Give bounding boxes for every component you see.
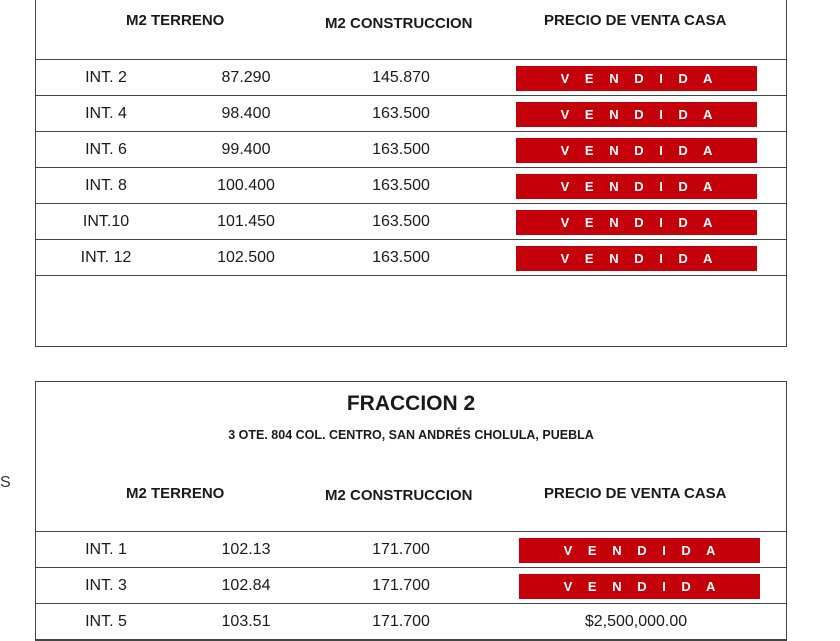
construccion-cell: 171.700 xyxy=(372,613,430,630)
interior-cell: INT. 1 xyxy=(85,541,127,558)
terreno-cell: 101.450 xyxy=(217,213,275,230)
table-row xyxy=(36,131,786,167)
header-m2-construccion: M2 CONSTRUCCION xyxy=(325,15,473,32)
table-row xyxy=(36,167,786,203)
construccion-cell: 163.500 xyxy=(372,105,430,122)
terreno-cell: 102.13 xyxy=(221,541,271,558)
construccion-cell: 163.500 xyxy=(372,177,430,194)
sold-badge: V E N D I D A xyxy=(516,246,757,271)
header-m2-terreno: M2 TERRENO xyxy=(126,485,225,502)
construccion-cell: 163.500 xyxy=(372,249,430,266)
table-row xyxy=(36,239,786,276)
terreno-cell: 98.400 xyxy=(221,105,271,122)
sold-badge: V E N D I D A xyxy=(516,138,757,163)
fraccion-2-title: FRACCION 2 xyxy=(346,392,476,415)
table-row xyxy=(36,95,786,131)
terreno-cell: 100.400 xyxy=(217,177,275,194)
sold-badge: V E N D I D A xyxy=(519,574,760,599)
price-cell: $2,500,000.00 xyxy=(584,613,688,630)
construccion-cell: 163.500 xyxy=(372,213,430,230)
table-row xyxy=(36,59,786,95)
header-precio-venta: PRECIO DE VENTA CASA xyxy=(544,485,727,502)
table-row xyxy=(36,567,786,603)
sold-badge: V E N D I D A xyxy=(519,538,760,563)
interior-cell: INT. 4 xyxy=(85,105,127,122)
header-m2-construccion: M2 CONSTRUCCION xyxy=(325,487,473,504)
fraccion-1-table xyxy=(35,0,787,347)
sold-badge: V E N D I D A xyxy=(516,66,757,91)
interior-cell: INT.10 xyxy=(82,213,130,230)
interior-cell: INT. 8 xyxy=(85,177,127,194)
sold-badge: V E N D I D A xyxy=(516,210,757,235)
terreno-cell: 103.51 xyxy=(221,613,271,630)
interior-cell: INT. 12 xyxy=(80,249,132,266)
construccion-cell: 171.700 xyxy=(372,577,430,594)
interior-cell: INT. 2 xyxy=(85,69,127,86)
terreno-cell: 87.290 xyxy=(221,69,271,86)
header-m2-terreno: M2 TERRENO xyxy=(126,12,225,29)
interior-cell: INT. 6 xyxy=(85,141,127,158)
header-precio-venta: PRECIO DE VENTA CASA xyxy=(544,12,727,29)
table-row xyxy=(36,603,786,640)
table-row xyxy=(36,203,786,239)
interior-cell: INT. 3 xyxy=(85,577,127,594)
sold-badge: V E N D I D A xyxy=(516,174,757,199)
fraccion-2-table xyxy=(35,381,787,641)
construccion-cell: 163.500 xyxy=(372,141,430,158)
fraccion-2-address: 3 OTE. 804 COL. CENTRO, SAN ANDRÉS CHOLULA, PUEBLA xyxy=(228,428,594,442)
interior-cell: INT. 5 xyxy=(85,613,127,630)
construccion-cell: 145.870 xyxy=(372,69,430,86)
fraccion-1-rows xyxy=(36,59,786,276)
fraccion-2-rows xyxy=(36,531,786,640)
terreno-cell: 99.400 xyxy=(221,141,271,158)
table-row xyxy=(36,531,786,567)
terreno-cell: 102.500 xyxy=(217,249,275,266)
construccion-cell: 171.700 xyxy=(372,541,430,558)
terreno-cell: 102.84 xyxy=(221,577,271,594)
sold-badge: V E N D I D A xyxy=(516,102,757,127)
cropped-side-text: S xyxy=(0,474,11,491)
